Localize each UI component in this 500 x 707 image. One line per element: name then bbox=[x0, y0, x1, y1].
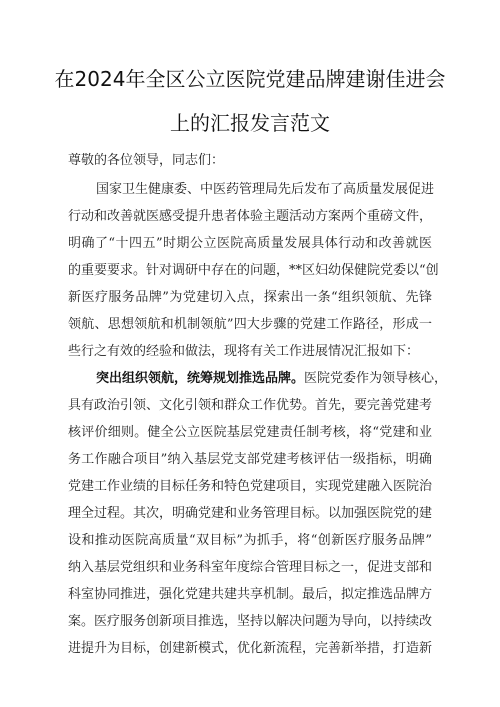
document-title-line-2: 上的汇报发言范文 bbox=[170, 111, 330, 135]
section-1-first-line bbox=[96, 371, 448, 387]
section-1-heading: 突出组织领航，统筹规划推选品牌。 bbox=[96, 371, 305, 386]
document-title-line-1: 在2024年全区公立医院党建品牌建谢佳进会 bbox=[54, 67, 446, 91]
section-1-line-4: 务工作融合项目”纳入基层党支部党建考核评估一级指标，明确 bbox=[68, 452, 432, 467]
intro-line-2: 行动和改善就医感受提升患者体验主题活动方案两个重磅文件， bbox=[68, 209, 433, 224]
intro-line-7: 些行之有效的经验和做法，现将有关工作进展情况汇报如下： bbox=[68, 344, 420, 359]
section-1-first-line-text: 医院党委作为领导核心， bbox=[304, 371, 448, 386]
section-1-line-6: 理全过程。其次，明确党建和业务管理目标。以加强医院党的建 bbox=[68, 506, 433, 521]
section-1-line-10: 案。医疗服务创新项目推选，坚持以解决问题为导向，以持续改 bbox=[68, 614, 433, 629]
section-1-line-2: 具有政治引领、文化引领和群众工作优势。首先，要完善党建考 bbox=[68, 398, 433, 413]
salutation: 尊敬的各位领导，同志们： bbox=[68, 153, 225, 168]
intro-line-3: 明确了“十四五”时期公立医院高质量发展具体行动和改善就医 bbox=[68, 236, 432, 251]
intro-line-6: 领航、思想领航和机制领航”四大步骤的党建工作路径，形成一 bbox=[68, 317, 432, 332]
section-1-line-7: 设和推动医院高质量“双目标”为抓手，将“创新医疗服务品牌” bbox=[68, 533, 432, 548]
section-1-line-11: 进提升为目标，创建新模式，优化新流程，完善新举措，打造新 bbox=[68, 641, 433, 656]
intro-line-4: 的重要要求。针对调研中存在的问题，**区妇幼保健院党委以“创 bbox=[68, 263, 439, 278]
section-1-line-3: 核评价细则。健全公立医院基层党建责任制考核，将“党建和业 bbox=[68, 425, 432, 440]
section-1-line-5: 党建工作业绩的目标任务和特色党建项目，实现党建融入医院治 bbox=[68, 479, 433, 494]
intro-line-5: 新医疗服务品牌”为党建切入点，探索出一条“组织领航、先锋 bbox=[68, 290, 432, 305]
intro-line-1: 国家卫生健康委、中医药管理局先后发布了高质量发展促进 bbox=[96, 182, 435, 197]
section-1-line-9: 科室协同推进，强化党建共建共享机制。最后，拟定推选品牌方 bbox=[68, 587, 433, 602]
section-1-line-8: 纳入基层党组织和业务科室年度综合管理目标之一，促进支部和 bbox=[68, 560, 433, 575]
